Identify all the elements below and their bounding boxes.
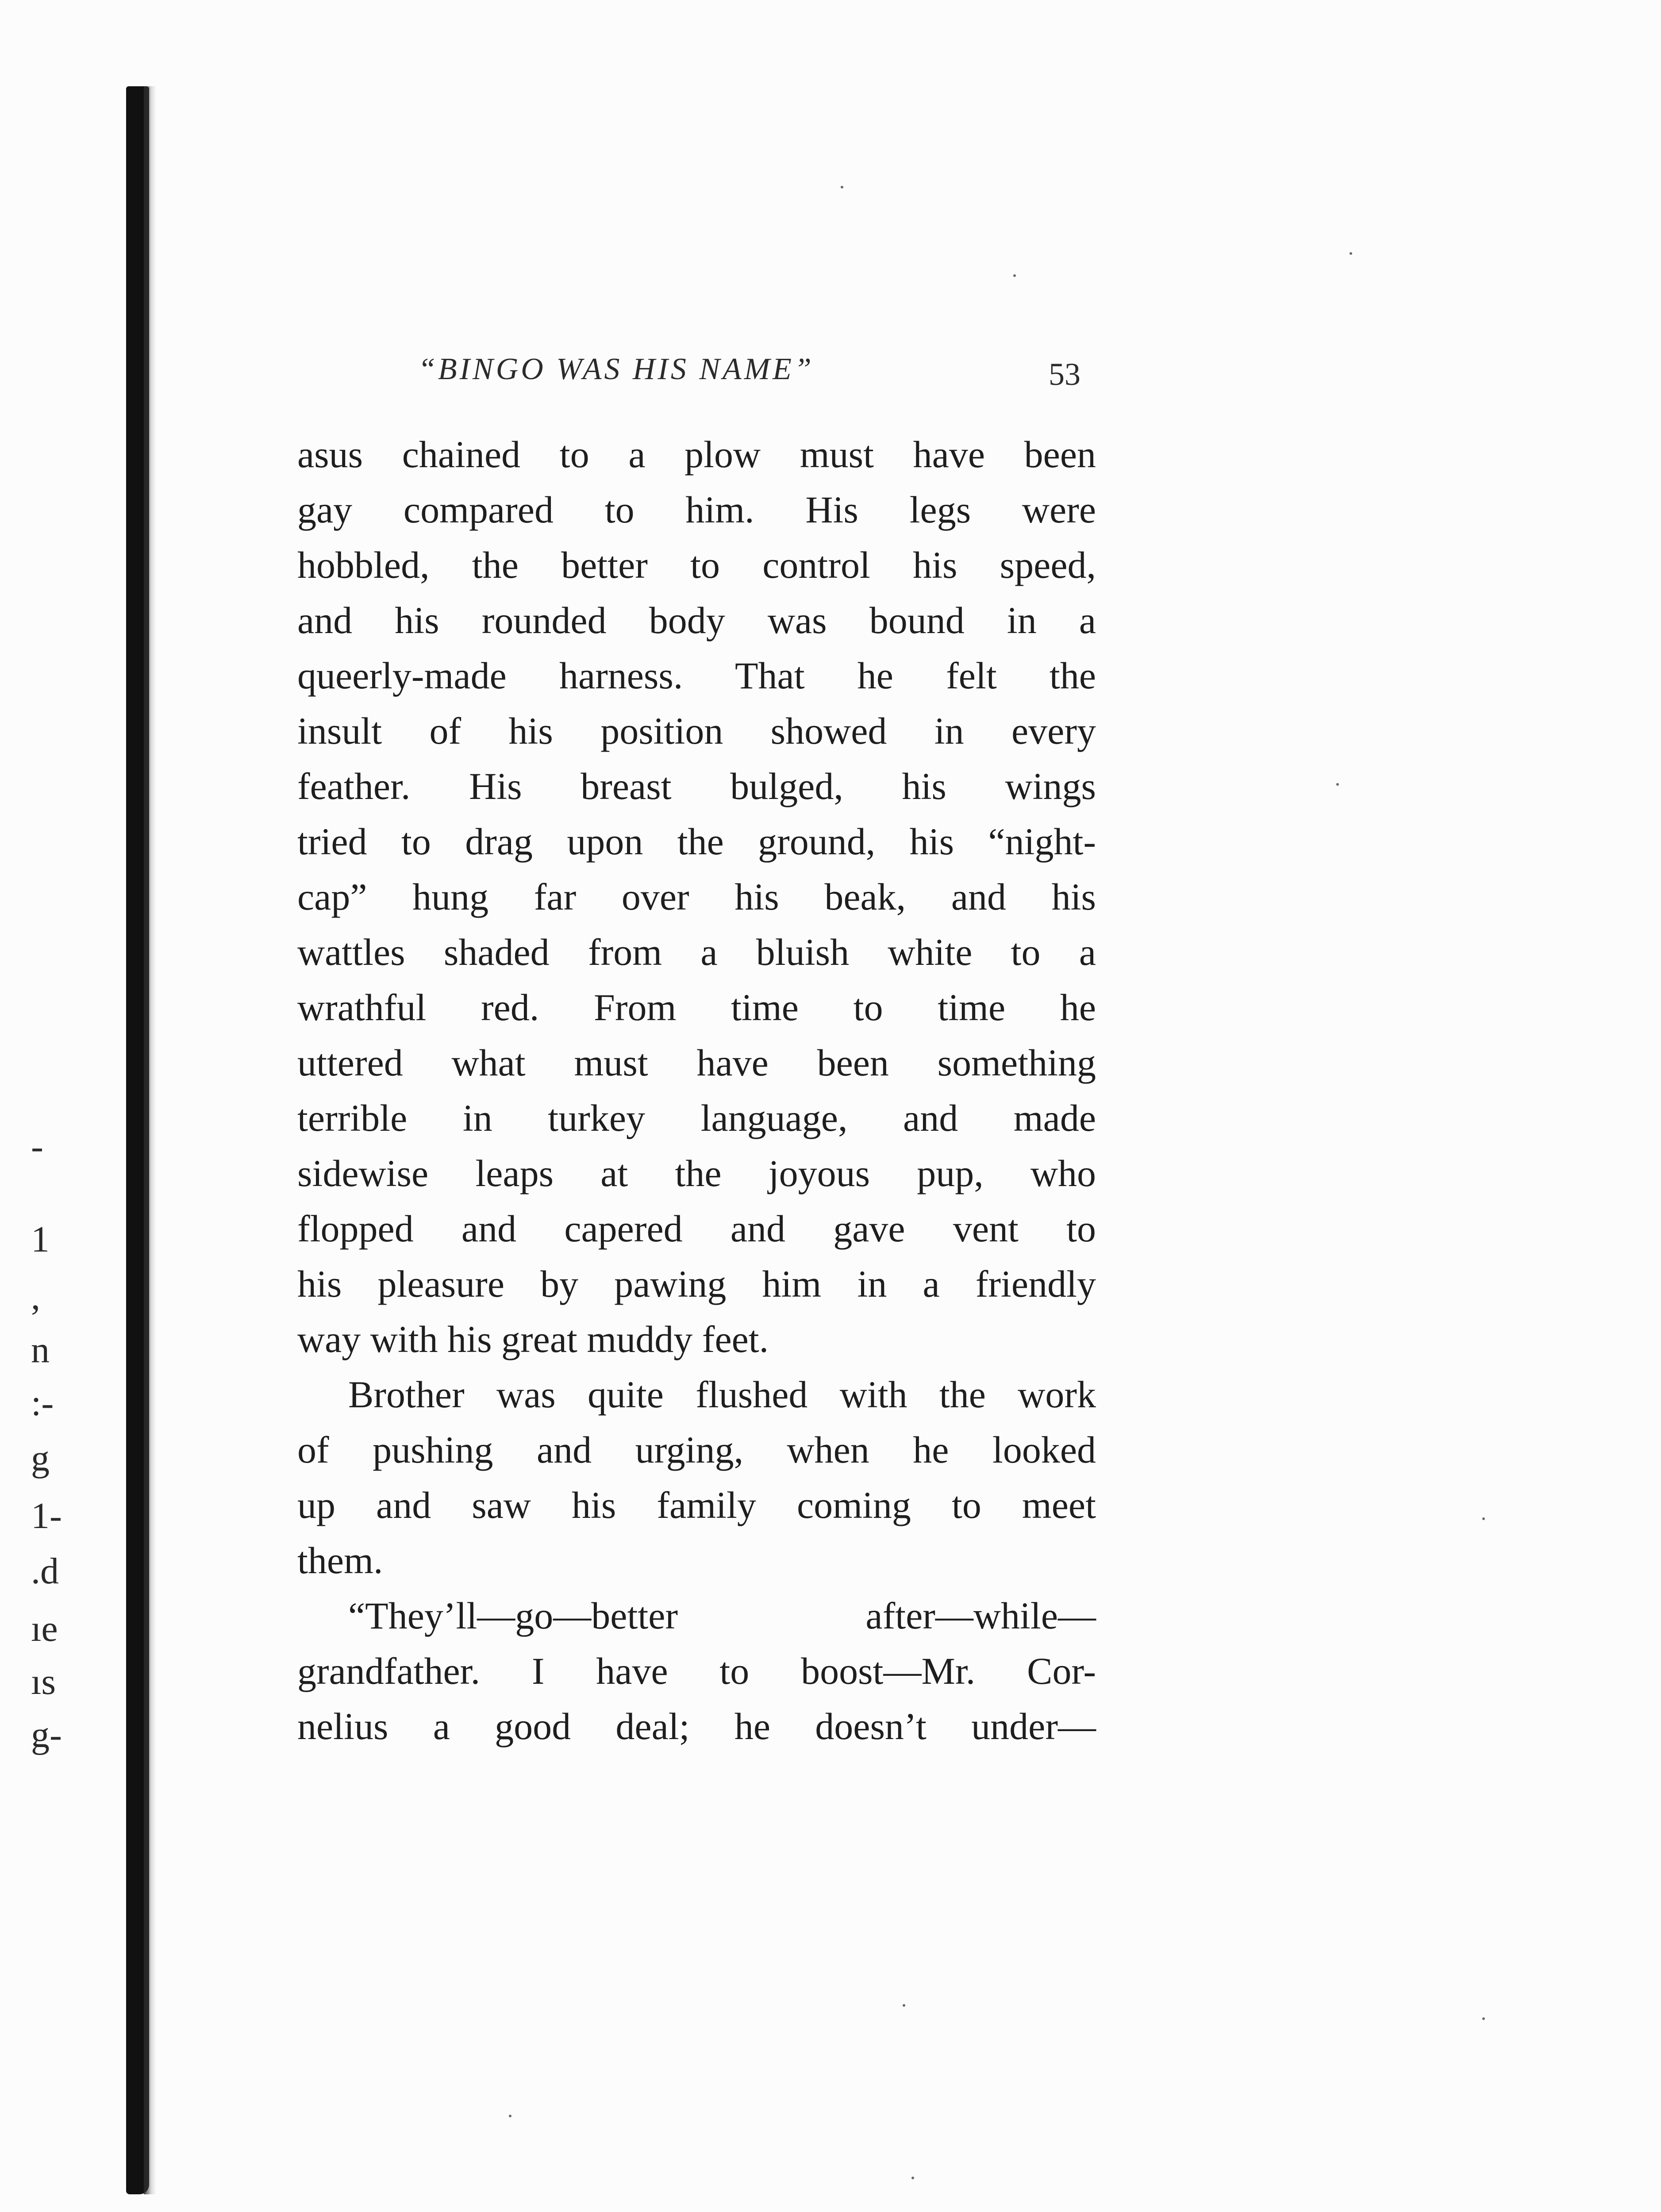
text-line: wattles shaded from a bluish white to a — [297, 931, 1096, 973]
text-line: queerly-made harness. That he felt the — [297, 654, 1096, 697]
margin-fragment: - — [31, 1126, 43, 1167]
text-line: uttered what must have been something — [297, 1041, 1096, 1084]
margin-fragment: :- — [31, 1382, 54, 1424]
scan-speck — [1350, 252, 1352, 255]
text-line: up and saw his family coming to meet — [297, 1484, 1096, 1526]
text-line: of pushing and urging, when he looked — [297, 1429, 1096, 1471]
scan-speck — [1336, 783, 1339, 786]
text-line: terrible in turkey language, and made — [297, 1097, 1096, 1139]
margin-fragment: .d — [31, 1551, 59, 1592]
margin-fragment: 1- — [31, 1495, 62, 1536]
scan-speck — [1482, 2017, 1485, 2020]
margin-fragment: g — [31, 1438, 50, 1479]
scan-speck — [1482, 1517, 1485, 1520]
margin-fragment: , — [31, 1276, 40, 1317]
scan-speck — [903, 2004, 905, 2007]
text-line: way with his great muddy feet. — [297, 1318, 769, 1360]
text-line: nelius a good deal; he doesn’t under— — [297, 1705, 1096, 1747]
running-head: “BINGO WAS HIS NAME” — [418, 352, 814, 386]
text-line: cap” hung far over his beak, and his — [297, 876, 1096, 918]
text-line: hobbled, the better to control his speed, — [297, 544, 1096, 586]
text-line: his pleasure by pawing him in a friendly — [297, 1263, 1096, 1305]
text-line: asus chained to a plow must have been — [297, 433, 1096, 476]
margin-fragment: 1 — [31, 1219, 50, 1260]
text-line: flopped and capered and gave vent to — [297, 1207, 1096, 1250]
text-line: grandfather. I have to boost—Mr. Cor- — [297, 1650, 1096, 1692]
text-line: feather. His breast bulged, his wings — [297, 765, 1096, 807]
text-line: insult of his position showed in every — [297, 710, 1096, 752]
binding-shadow — [126, 86, 149, 2194]
body-text — [297, 427, 1096, 1754]
scan-speck — [509, 2115, 511, 2117]
text-line: them. — [297, 1539, 383, 1582]
text-line: wrathful red. From time to time he — [297, 986, 1096, 1029]
text-line: sidewise leaps at the joyous pup, who — [297, 1152, 1096, 1194]
text-line: and his rounded body was bound in a — [297, 599, 1096, 641]
text-line: tried to drag upon the ground, his “night- — [297, 820, 1096, 863]
scan-speck — [1013, 274, 1016, 277]
margin-fragment: n — [31, 1329, 50, 1371]
text-line: Brother was quite flushed with the work — [348, 1373, 1096, 1416]
margin-fragment: ıs — [31, 1661, 56, 1702]
text-line: “They’ll—go—better after—while— — [348, 1594, 1096, 1637]
page-number: 53 — [1049, 357, 1080, 392]
scan-speck — [911, 2177, 914, 2179]
text-line: gay compared to him. His legs were — [297, 488, 1096, 531]
margin-fragment: ıe — [31, 1608, 58, 1649]
margin-fragment: g- — [31, 1714, 62, 1755]
scan-speck — [841, 186, 843, 188]
